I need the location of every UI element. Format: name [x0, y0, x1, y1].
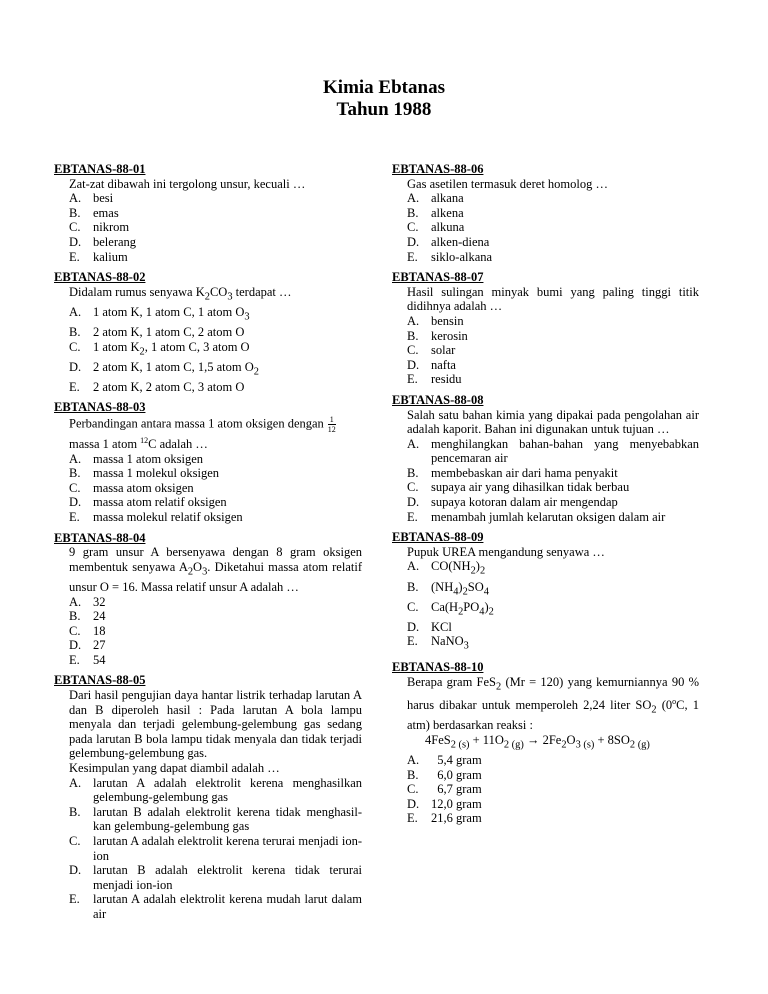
option-a: A. menghilangkan bahan-bahan yang menyebabkan pencemaran air — [407, 436, 699, 466]
question-id: EBTANAS-88-05 — [54, 673, 146, 688]
options-list — [392, 314, 699, 387]
option-a: A. bensin — [407, 313, 464, 328]
question-stem: Dari hasil pengujian daya hantar listrik terhadap larutan A dan B diperoleh hasil : Pada larutan A bola lampu menyala dan terjadi gelembung-gelembung gas sedang pada larutan B bola lampu tidak menyala dan tidak terjadi gelembung-gelembung gas. Kesimpulan yang dapat diambil adalah … — [69, 688, 362, 776]
question-stem: Hasil sulingan minyak bumi yang paling tinggi titik didihnya adalah … — [407, 284, 699, 314]
question-88-01 — [54, 162, 362, 264]
question-id: EBTANAS-88-06 — [392, 162, 484, 176]
left-column — [54, 162, 362, 928]
options-list — [54, 452, 362, 525]
option-a: A. alkana — [407, 191, 464, 206]
option-e: E. larutan A adalah elektrolit kerena mudah larut dalam air — [69, 892, 362, 921]
question-88-07 — [392, 270, 699, 387]
option-c: C. alkuna — [407, 220, 465, 235]
option-a: A. massa 1 atom oksigen — [69, 451, 204, 466]
options-list — [54, 191, 362, 264]
option-e: E. kalium — [69, 249, 128, 264]
question-stem: Didalam rumus senyawa $K_2CO_3$ terdapat … — [69, 284, 292, 303]
question-id: EBTANAS-88-09 — [392, 530, 484, 545]
option-c: C. supaya air yang dihasilkan tidak berbau — [407, 480, 630, 495]
option-c: C. $Ca(H_2PO_4)_2$ — [407, 599, 494, 618]
question-88-04 — [54, 531, 362, 668]
option-c: C. larutan A adalah elektrolit kerena terurai menjadi ion-ion — [69, 834, 362, 863]
question-88-10 — [392, 660, 699, 826]
option-e: E. siklo-alkana — [407, 249, 493, 264]
option-b: B. massa 1 molekul oksigen — [69, 466, 220, 481]
right-column — [392, 162, 699, 832]
option-c: C. nikrom — [69, 220, 130, 235]
document-subtitle: Tahun 1988 — [336, 99, 432, 120]
option-b: B. alkena — [407, 205, 464, 220]
question-id: EBTANAS-88-01 — [54, 162, 146, 176]
question-88-06 — [392, 162, 699, 264]
options-list — [54, 595, 362, 668]
option-a: A. larutan A adalah elektrolit kerena menghasilkan gelembung-gelembung gas — [69, 775, 362, 805]
options-list — [54, 305, 362, 394]
option-c: C. solar — [407, 343, 456, 358]
option-d: D. 2 atom K, 1 atom C, 1,5 atom $O_2$ — [69, 359, 259, 378]
option-e: E. NaNO$_3$ — [407, 634, 469, 652]
question-stem: Gas asetilen termasuk deret homolog … — [407, 176, 608, 191]
option-e: E. residu — [407, 372, 462, 387]
question-id: EBTANAS-88-07 — [392, 270, 484, 285]
arrow-icon: → — [523, 732, 543, 747]
question-stem: 9 gram unsur A bersenyawa dengan 8 gram oksigen membentuk senyawa $A_2O_3$. Diketahui massa atom relatif unsur O = 16. Massa relatif unsur A adalah … — [69, 545, 362, 594]
option-b: B. 6,0 gram — [407, 767, 482, 782]
option-e: E. menambah jumlah kelarutan oksigen dalam air — [407, 509, 666, 524]
option-b: B. $(NH_4)_2SO_4$ — [407, 579, 489, 598]
option-a: A. 1 atom K, 1 atom C, 1 atom $O_3$ — [69, 304, 250, 323]
question-88-09 — [392, 530, 699, 654]
question-stem: Pupuk UREA mengandung senyawa … — [407, 544, 605, 559]
option-c: C. 6,7 gram — [407, 782, 482, 797]
options-list — [392, 437, 699, 525]
option-d: D. larutan B adalah elektrolit kerena tidak terurai menjadi ion-ion — [69, 863, 362, 892]
question-stem: Salah satu bahan kimia yang dipakai pada pengolahan air adalah kaporit. Bahan ini digunakan untuk tujuan … — [407, 407, 699, 437]
question-88-05 — [54, 673, 362, 921]
option-e: E. 21,6 gram — [407, 811, 482, 826]
question-stem: Perbandingan antara massa 1 atom oksigen dengan $\frac{1}{12}$ massa 1 atom $^{12}$C adalah … — [69, 414, 336, 452]
option-e: E. 54 — [69, 652, 106, 667]
option-d: D. 27 — [69, 638, 106, 653]
question-id: EBTANAS-88-03 — [54, 400, 146, 415]
option-d: D. 12,0 gram — [407, 796, 482, 811]
option-a: A. 32 — [69, 594, 106, 609]
options-list — [392, 559, 699, 654]
fraction-one-twelfth: $\frac{1}{12}$ — [327, 414, 336, 434]
option-d: D. belerang — [69, 234, 137, 249]
option-a: A. 5,4 gram — [407, 753, 482, 768]
option-b: B. 24 — [69, 609, 106, 624]
reaction-equation: $4FeS_{2 (s)} + 11O_{2 (g)} \to 2Fe_2O_{3 (s)} + 8SO_{2 (g)}$ — [425, 732, 650, 751]
options-list — [54, 776, 362, 922]
question-id: EBTANAS-88-02 — [54, 270, 146, 285]
question-88-02 — [54, 270, 362, 394]
option-d: D. KCl — [407, 619, 452, 634]
option-a: A. $CO(NH_2)_2$ — [407, 559, 486, 577]
option-e: E. massa molekul relatif oksigen — [69, 510, 243, 525]
question-88-03 — [54, 400, 362, 524]
options-list — [392, 753, 699, 826]
question-id: EBTANAS-88-08 — [392, 392, 484, 407]
option-d: D. supaya kotoran dalam air mengendap — [407, 495, 618, 510]
option-d: D. nafta — [407, 357, 456, 372]
option-d: D. massa atom relatif oksigen — [69, 495, 227, 510]
option-d: D. alken-diena — [407, 234, 490, 249]
option-b: B. 2 atom K, 1 atom C, 2 atom O — [69, 324, 245, 339]
option-e: E. 2 atom K, 2 atom C, 3 atom O — [69, 379, 245, 394]
option-c: C. 1 atom $K_2$, 1 atom C, 3 atom O — [69, 339, 250, 358]
options-list — [392, 191, 699, 264]
option-c: C. massa atom oksigen — [69, 480, 194, 495]
document-title: Kimia Ebtanas — [323, 77, 445, 98]
question-id: EBTANAS-88-10 — [392, 660, 484, 675]
option-b: B. emas — [69, 205, 119, 220]
question-stem: Berapa gram FeS$_2$ (Mr = 120) yang kemurniannya 90 % harus dibakar untuk memperoleh 2,24 liter $SO_2$ (0$^o$C, 1 atm) berdasarkan reaksi : — [407, 675, 699, 733]
option-b: B. larutan B adalah elektrolit kerena tidak menghasil-kan gelembung-gelembung gas — [69, 804, 362, 834]
question-stem: Zat-zat dibawah ini tergolong unsur, kecuali … — [69, 176, 306, 191]
question-88-08 — [392, 393, 699, 524]
option-b: B. membebaskan air dari hama penyakit — [407, 465, 618, 480]
question-id: EBTANAS-88-04 — [54, 530, 146, 545]
option-b: B. kerosin — [407, 328, 468, 343]
option-c: C. 18 — [69, 623, 106, 638]
option-a: A. besi — [69, 191, 114, 206]
